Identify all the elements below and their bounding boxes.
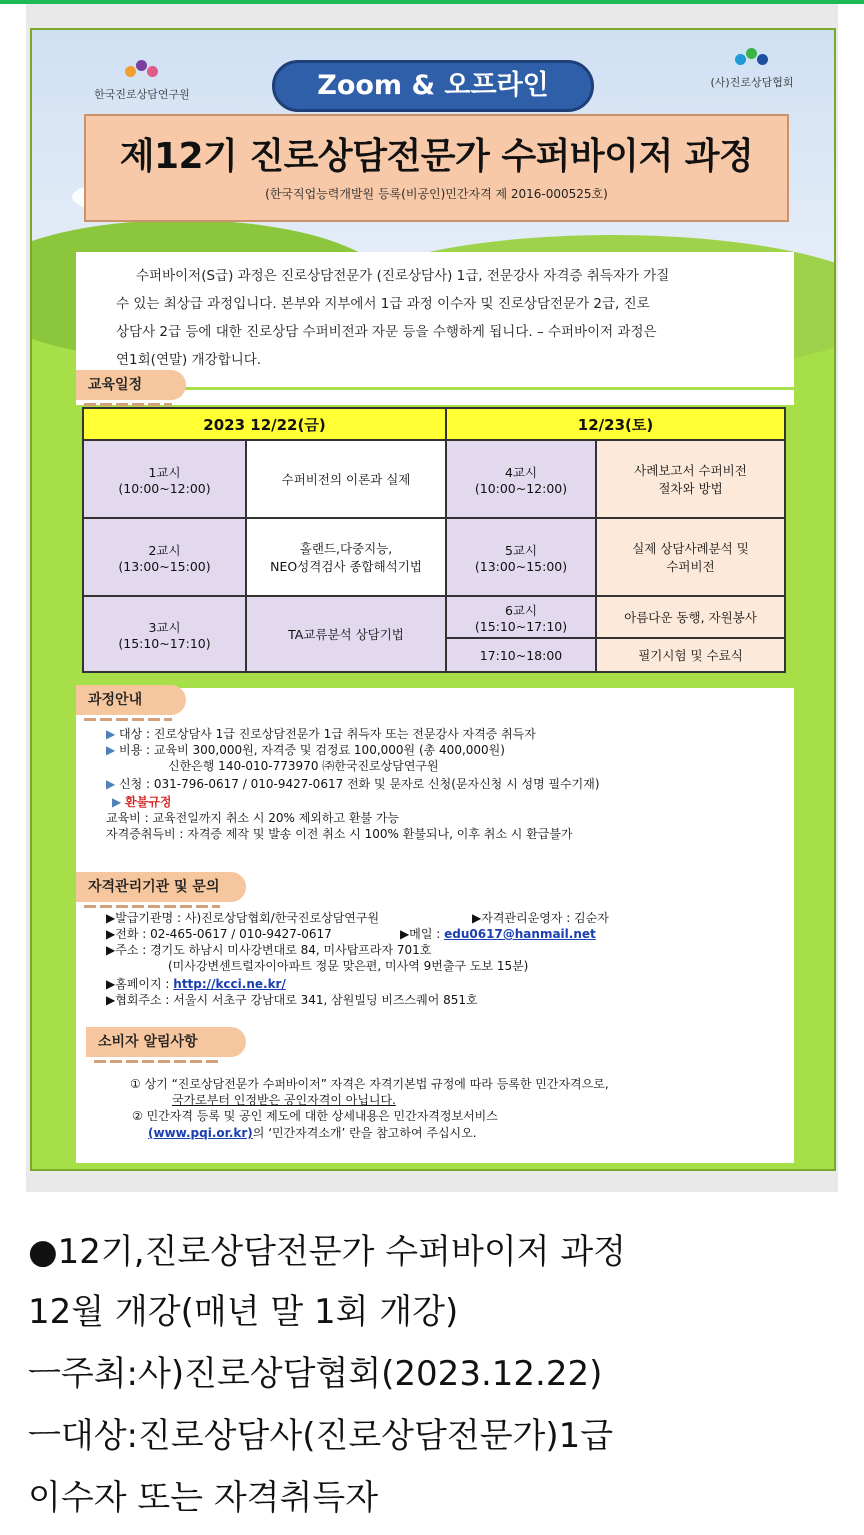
bullet-arrow-icon: ▶ xyxy=(106,727,120,741)
course-fee: ▶ 비용 : 교육비 300,000원, 자격증 및 검정료 100,000원 (총 400,000원) xyxy=(106,743,505,757)
caption-line: ㅡ대상:진로상담사(진로상담전문가)1급 xyxy=(28,1416,614,1456)
org-homepage: ▶홈페이지 : http://kcci.ne.kr/ xyxy=(106,977,286,991)
intro-paragraph xyxy=(76,252,794,387)
logo-left-text: 한국진로상담연구원 xyxy=(94,88,190,101)
mail-link[interactable]: edu0617@hanmail.net xyxy=(444,927,596,941)
intro-line: 연1회(연말) 개강합니다. xyxy=(116,352,262,368)
org-hq-address: ▶협회주소 : 서울시 서초구 강남대로 341, 삼원빌딩 비즈스퀘어 851호 xyxy=(106,993,478,1007)
intro-line: 수 있는 최상급 과정입니다. 본부와 지부에서 1급 과정 이수자 및 진로상담전문가 2급, 진로 xyxy=(116,296,650,312)
notice-section-label: 소비자 알림사항 xyxy=(86,1027,246,1057)
bullet-arrow-icon: ▶ xyxy=(106,777,120,791)
course-apply: ▶ 신청 : 031-796-0617 / 010-9427-0617 전화 및 문자로 신청(문자신청 시 성명 필수기재) xyxy=(106,777,600,791)
caption-line: ●12기,진로상담전문가 수퍼바이저 과정 xyxy=(28,1232,627,1272)
pqi-link[interactable]: (www.pqi.or.kr) xyxy=(148,1126,253,1140)
org-mail: ▶메일 : edu0617@hanmail.net xyxy=(400,927,596,941)
org-manager: ▶자격관리운영자 : 김순자 xyxy=(472,911,609,925)
poster-title: 제12기 진로상담전문가 수퍼바이저 과정 xyxy=(119,136,754,177)
course-poster-image[interactable] xyxy=(30,28,836,1171)
schedule-table xyxy=(82,407,786,673)
notice-line: ① 상기 “진로상담전문가 수퍼바이저” 자격은 자격기본법 규정에 따라 등록한 민간자격으로, xyxy=(130,1077,609,1091)
topic-cell: TA교류분석 상담기법 xyxy=(246,596,446,672)
notice-line: ② 민간자격 등록 및 공인 제도에 대한 상세내용은 민간자격정보서비스 xyxy=(132,1109,498,1123)
period-cell: 6교시 (15:10~17:10) xyxy=(446,596,596,638)
logo-right xyxy=(687,48,817,90)
poster-subtitle: (한국직업능력개발원 등록(비공인)민간자격 제 2016-000525호) xyxy=(265,187,608,201)
org-address-detail: (미사강변센트럴자이아파트 정문 맞은편, 미사역 9번출구 도보 15분) xyxy=(168,959,529,973)
org-issuer: ▶발급기관명 : 사)진로상담협회/한국진로상담연구원 xyxy=(106,911,380,925)
notice-line: 국가로부터 인정받은 공인자격이 아닙니다. xyxy=(172,1093,396,1107)
period-cell: 3교시 (15:10~17:10) xyxy=(83,596,246,672)
topic-cell: 홀랜드,다중지능, NEO성격검사 종합해석기법 xyxy=(246,518,446,596)
title-box xyxy=(84,114,789,222)
course-section-label: 과정안내 xyxy=(76,685,186,715)
period-cell: 5교시 (13:00~15:00) xyxy=(446,518,596,596)
topic-cell: 사례보고서 수퍼비전 절차와 방법 xyxy=(596,440,785,518)
topic-cell: 필기시험 및 수료식 xyxy=(596,638,785,672)
logo-left xyxy=(62,60,222,102)
org-address: ▶주소 : 경기도 하남시 미사강변대로 84, 미사탑프라자 701호 xyxy=(106,943,432,957)
refund-title: ▶ 환불규정 xyxy=(112,795,172,809)
topic-cell: 실제 상담사례분석 및 수퍼비전 xyxy=(596,518,785,596)
bullet-arrow-icon: ▶ xyxy=(112,795,126,809)
period-cell: 2교시 (13:00~15:00) xyxy=(83,518,246,596)
schedule-section-label: 교육일정 xyxy=(76,370,186,400)
course-target: ▶ 대상 : 진로상담사 1급 진로상담전문가 1급 취득자 또는 전문강사 자격증 취득자 xyxy=(106,727,536,741)
schedule-day2-header: 12/23(토) xyxy=(446,408,785,440)
period-cell: 1교시 (10:00~12:00) xyxy=(83,440,246,518)
zoom-offline-badge: Zoom & 오프라인 xyxy=(272,60,594,112)
homepage-link[interactable]: http://kcci.ne.kr/ xyxy=(173,977,286,991)
org-phone: ▶전화 : 02-465-0617 / 010-9427-0617 xyxy=(106,927,332,941)
schedule-day1-header: 2023 12/22(금) xyxy=(83,408,446,440)
caption-line: 12월 개강(매년 말 1회 개강) xyxy=(28,1292,459,1332)
notice-line: (www.pqi.or.kr)의 ‘민간자격소개’ 란을 참고하여 주십시오. xyxy=(148,1126,477,1140)
period-cell: 17:10~18:00 xyxy=(446,638,596,672)
bullet-arrow-icon: ▶ xyxy=(106,743,120,757)
logo-mark-icon xyxy=(125,60,159,82)
caption-line: 이수자 또는 자격취득자 xyxy=(28,1478,379,1518)
org-section-label: 자격관리기관 및 문의 xyxy=(76,872,246,902)
caption-line: ㅡ주최:사)진로상담협회(2023.12.22) xyxy=(28,1354,603,1394)
refund-line: 자격증취득비 : 자격증 제작 및 발송 이전 취소 시 100% 환불되나, 이후 취소 시 환급불가 xyxy=(106,827,573,841)
course-bank: 신한은행 140-010-773970 ㈜한국진로상담연구원 xyxy=(168,759,439,773)
refund-line: 교육비 : 교육전일까지 취소 시 20% 제외하고 환불 가능 xyxy=(106,811,400,825)
intro-line: 수퍼바이저(S급) 과정은 진로상담전문가 (진로상담사) 1급, 전문강사 자격증 취득자가 가질 xyxy=(136,268,670,284)
logo-right-text: (사)진로상담협회 xyxy=(710,76,794,89)
logo-mark-icon xyxy=(735,48,769,70)
period-cell: 4교시 (10:00~12:00) xyxy=(446,440,596,518)
topic-cell: 수퍼비전의 이론과 실제 xyxy=(246,440,446,518)
topic-cell: 아름다운 동행, 자원봉사 xyxy=(596,596,785,638)
intro-line: 상담사 2급 등에 대한 진로상담 수퍼비전과 자문 등을 수행하게 됩니다. – 수퍼바이저 과정은 xyxy=(116,324,657,340)
